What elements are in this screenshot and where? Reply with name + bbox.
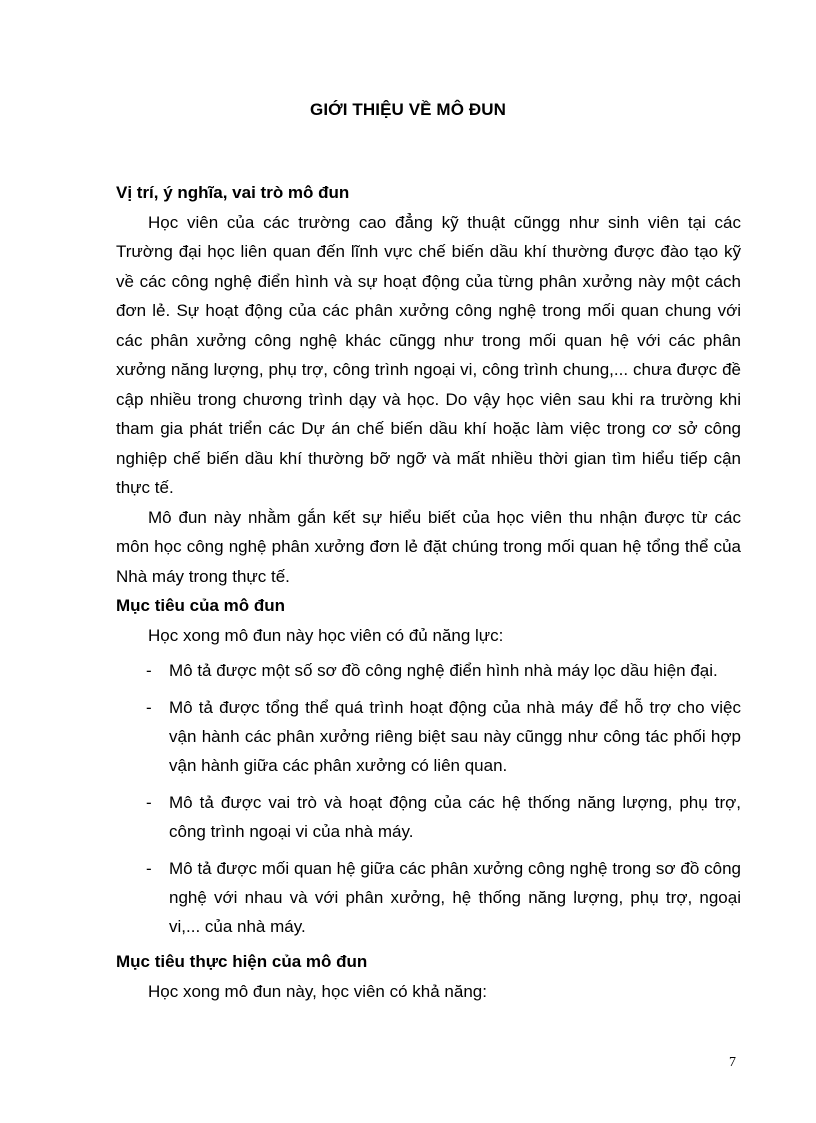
- paragraph-position-2: Mô đun này nhằm gắn kết sự hiểu biết của học viên thu nhận được từ các môn học công nghệ phân xưởng đơn lẻ đặt chúng trong mối quan hệ tổng thể của Nhà máy trong thực tế.: [116, 507, 741, 586]
- list-item: [116, 788, 741, 846]
- bullet-dash: -: [146, 661, 152, 680]
- bullet-dash: -: [146, 793, 152, 812]
- bullet-dash: -: [146, 698, 152, 717]
- list-item-text: Mô tả được mối quan hệ giữa các phân xưởng công nghệ trong sơ đồ công nghệ với nhau và với phân xưởng, hệ thống năng lượng, phụ trợ, ngoại vi,... của nhà máy.: [169, 859, 741, 936]
- section-heading-position: Vị trí, ý nghĩa, vai trò mô đun: [116, 183, 350, 202]
- list-item-text: Mô tả được một số sơ đồ công nghệ điển hình nhà máy lọc dầu hiện đại.: [169, 661, 718, 680]
- performance-intro: Học xong mô đun này, học viên có khả năng:: [148, 981, 487, 1001]
- list-item: [116, 693, 741, 780]
- paragraph-position-1: Học viên của các trường cao đẳng kỹ thuật cũngg như sinh viên tại các Trường đại học liên quan đến lĩnh vực chế biến dầu khí thường được đào tạo kỹ về các công nghệ điển hình và sự hoạt động của từng phân xưởng này một cách đơn lẻ. Sự hoạt động của các phân xưởng công nghệ trong mối quan chung với các phân xưởng công nghệ khác cũngg như trong mối quan hệ với các phân xưởng năng lượng, phụ trợ, công trình ngoại vi, công trình chung,... chưa được đề cập nhiều trong chương trình dạy và học. Do vậy học viên sau khi ra trường khi tham gia phát triển các Dự án chế biến dầu khí hoặc làm việc trong cơ sở công nghiệp chế biến dầu khí thường bỡ ngỡ và mất nhiều thời gian tìm hiểu tiếp cận thực tế.: [116, 212, 741, 497]
- bullet-dash: -: [146, 859, 152, 878]
- page-number: 7: [729, 1055, 736, 1070]
- list-item: [116, 854, 741, 941]
- section-heading-performance: Mục tiêu thực hiện của mô đun: [116, 952, 368, 971]
- list-item-text: Mô tả được vai trò và hoạt động của các hệ thống năng lượng, phụ trợ, công trình ngoại vi của nhà máy.: [169, 793, 741, 841]
- page-content: [116, 178, 741, 1006]
- objectives-list: [116, 656, 741, 941]
- list-item-text: Mô tả được tổng thể quá trình hoạt động của nhà máy để hỗ trợ cho việc vận hành các phân xưởng riêng biệt sau này cũngg như công tác phối hợp vận hành giữa các phân xưởng có liên quan.: [169, 698, 741, 775]
- section-heading-objectives: Mục tiêu của mô đun: [116, 596, 286, 615]
- objectives-intro: Học xong mô đun này học viên có đủ năng lực:: [148, 625, 504, 645]
- page-title: GIỚI THIỆU VỀ MÔ ĐUN: [310, 100, 506, 119]
- list-item: [116, 656, 741, 685]
